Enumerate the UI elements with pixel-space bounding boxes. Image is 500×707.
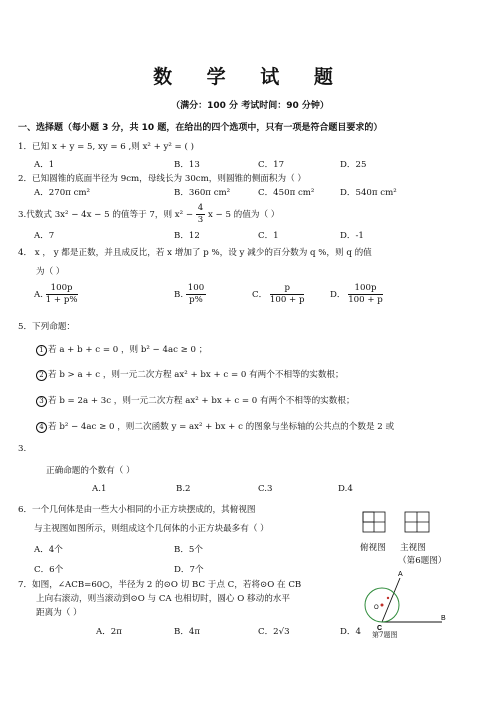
label-o: O <box>374 605 379 611</box>
top-view-label: 俯视图 <box>360 543 386 553</box>
label-c: C <box>377 625 383 632</box>
fraction-denominator: 3 <box>197 215 204 225</box>
fraction-numerator: 4 <box>197 203 204 213</box>
question-3-fraction <box>196 203 205 226</box>
proposition-4-continuation: 3. <box>18 444 27 454</box>
exam-info: （满分：100 分 考试时间：90 分钟） <box>171 101 329 111</box>
circled-number-1: 1 <box>36 345 47 356</box>
question-5-option-a: A.1 <box>92 484 107 494</box>
proposition-2-text: 若 b > a + c ，则一元二次方程 ax² + bx + c = 0 有两个不相等的实数根； <box>48 370 344 380</box>
question-7-stem-line-2: 上向右滚动，则当滚动到⊙O 与 CA 也相切时，圆心 O 移动的水平 <box>36 594 290 604</box>
fraction-numerator: 100p <box>348 283 383 295</box>
question-5-option-c: C.3 <box>258 484 273 494</box>
option-fraction <box>270 283 305 306</box>
question-7-stem-line-3: 距离为（ ） <box>36 608 82 618</box>
option-letter: D． <box>330 290 346 300</box>
question-5-question: 正确命题的个数有（ ） <box>46 466 135 476</box>
question-2-option-b: B．360π cm² <box>174 188 231 198</box>
proposition-4 <box>36 420 394 433</box>
proposition-1-text: 若 a + b + c = 0 ，则 b² − 4ac ≥ 0 ； <box>48 345 208 355</box>
option-fraction <box>348 283 383 306</box>
question-3-option-d: D．-1 <box>340 231 364 241</box>
front-view-label: 主视图 <box>400 543 426 553</box>
option-fraction <box>186 283 206 306</box>
proposition-4-text: 若 b² − 4ac ≥ 0 ，则二次函数 y = ax² + bx + c 的图象与坐标轴的公共点的个数是 2 或 <box>48 422 395 432</box>
question-6-figure-caption: （第6题图） <box>398 556 447 566</box>
question-3-option-b: B．12 <box>174 231 200 241</box>
question-2-option-d: D．540π cm² <box>340 188 397 198</box>
option-letter: B. <box>174 290 184 300</box>
front-view-drawing <box>405 512 429 532</box>
question-3-stem <box>18 203 279 226</box>
option-fraction <box>46 283 78 306</box>
fraction-denominator: p% <box>189 295 203 305</box>
circled-number-4: 4 <box>36 422 47 433</box>
question-1-option-a: A．1 <box>34 160 55 170</box>
question-3-stem-part-b: x − 5 的值为（ ） <box>207 210 280 220</box>
question-2-option-c: C．450π cm² <box>258 188 315 198</box>
question-4-stem-line-1: 4． x ， y 都是正数，并且成反比，若 x 增加了 p %，设 y 减少的百分数为 q %，则 q 的值 <box>18 248 372 258</box>
question-6-figure <box>358 508 438 536</box>
fraction-numerator: 100p <box>46 283 78 295</box>
label-b: B <box>441 615 446 622</box>
question-7-figure-caption: 第7题图 <box>372 631 398 639</box>
question-1-option-c: C．17 <box>258 160 285 170</box>
question-7-option-b: B．4π <box>174 627 201 637</box>
circled-number-3: 3 <box>36 396 47 407</box>
question-3-option-a: A．7 <box>34 231 55 241</box>
question-7-stem-line-1: 7．如图，∠ACB=60○，半径为 2 的⊙O 切 BC 于点 C，若将⊙O 在 CB <box>18 580 302 590</box>
question-7-option-a: A．2π <box>96 627 122 637</box>
option-letter: A. <box>34 290 43 300</box>
section-heading: 一、选择题（每小题 3 分，共 10 题，在给出的四个选项中，只有一项是符合题目要求的） <box>18 123 383 133</box>
proposition-1 <box>36 343 207 356</box>
question-4-option-c <box>252 283 304 306</box>
question-1-option-b: B．13 <box>174 160 200 170</box>
proposition-2 <box>36 368 344 381</box>
question-5-option-d: D.4 <box>338 484 353 494</box>
fraction-denominator: 1 + p% <box>45 295 78 305</box>
question-4-option-a <box>34 283 78 306</box>
question-6-stem-line-2: 与主视图如图所示，则组成这个几何体的小正方块最多有（ ） <box>34 524 269 534</box>
question-5-stem: 5．下列命题： <box>18 322 76 332</box>
question-2-stem: 2．已知圆锥的底面半径为 9cm，母线长为 30cm，则圆锥的侧面积为（ ） <box>18 174 307 184</box>
circled-number-2: 2 <box>36 370 47 381</box>
option-letter: C． <box>252 290 268 300</box>
question-6-stem-line-1: 6．一个几何体是由一些大小相同的小正方块摆成的，其俯视图 <box>18 505 256 515</box>
question-4-option-d <box>330 283 383 306</box>
fraction-numerator: 100 <box>187 283 205 293</box>
question-6-option-d: D．7个 <box>174 565 204 575</box>
top-view-drawing <box>363 512 385 532</box>
question-5-option-b: B.2 <box>176 484 191 494</box>
question-6-option-c: C．6个 <box>34 565 64 575</box>
marker-point <box>387 597 389 599</box>
question-3-option-c: C．1 <box>258 231 279 241</box>
question-7-option-d: D．4 <box>340 627 361 637</box>
question-7-option-c: C．2√3 <box>258 627 290 637</box>
question-6-option-b: B．5个 <box>174 545 203 555</box>
question-1-stem: 1．已知 x + y = 5, xy = 6 ,则 x² + y² = ( ) <box>18 142 194 152</box>
question-7-figure <box>362 565 452 635</box>
label-a: A <box>398 571 403 578</box>
question-4-option-b <box>174 283 206 306</box>
center-point-o <box>381 604 384 607</box>
ray-ca <box>382 578 400 622</box>
question-2-option-a: A．270π cm² <box>34 188 90 198</box>
question-1-option-d: D．25 <box>340 160 367 170</box>
question-3-stem-part-a: 3.代数式 3x² − 4x − 5 的值等于 7，则 x² − <box>18 210 194 220</box>
question-4-stem-line-2: 为（ ） <box>36 267 65 277</box>
fraction-numerator: p <box>270 283 305 295</box>
proposition-3 <box>36 394 355 407</box>
page-title: 数 学 试 题 <box>153 66 347 88</box>
fraction-denominator: 100 + p <box>348 295 383 305</box>
proposition-3-text: 若 b = 2a + 3c ，则一元二次方程 ax² + bx + c = 0 有两个不相等的实数根； <box>48 396 355 406</box>
fraction-denominator: 100 + p <box>269 295 305 305</box>
question-6-option-a: A．4个 <box>34 545 63 555</box>
